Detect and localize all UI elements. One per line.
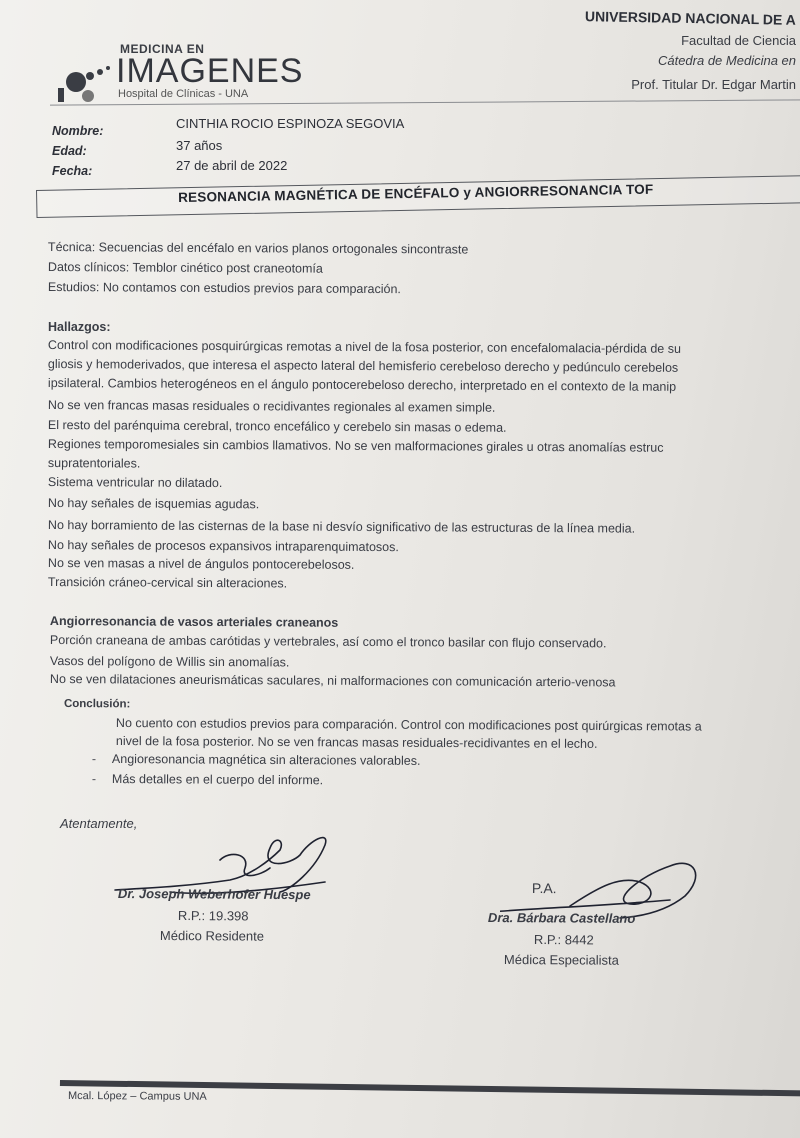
hallazgos-line: No hay señales de procesos expansivos intraparenquimatosos. (47, 538, 399, 555)
estudios-text: No contamos con estudios previos para comparación. (102, 280, 401, 297)
signer1-role: Médico Residente (159, 928, 265, 944)
logo-main-text: IMAGENES (116, 52, 304, 90)
conclusion-item: Angioresonancia magnética sin alteraciones valorables. (111, 752, 421, 768)
logo-icon (56, 58, 116, 108)
hallazgos-line: Sistema ventricular no dilatado. (47, 475, 223, 491)
logo-top-text: MEDICINA EN (120, 42, 205, 56)
hallazgos-line: gliosis y hemoderivados, que interesa el aspecto lateral del hemisferio cerebeloso derecho y pedúnculo cerebelos (47, 357, 679, 375)
datos-label: Datos clínicos: (47, 260, 130, 275)
report-date: 27 de abril de 2022 (176, 158, 288, 173)
conclusion-item: No cuento con estudios previos para comparación. Control con modificaciones post quirúrgicas remotas a (115, 716, 702, 734)
datos-text: Temblor cinético post craneotomía (132, 260, 323, 276)
datos-line (48, 260, 323, 276)
estudios-line (48, 280, 401, 296)
tecnica-text: Secuencias del encéfalo en varios planos ortogonales sincontraste (98, 240, 469, 257)
signer2-rp: R.P.: 8442 (533, 932, 594, 948)
hallazgos-line: No hay borramiento de las cisternas de la base ni desvío significativo de las estructuras de la línea media. (47, 518, 636, 536)
patient-age: 37 años (176, 138, 223, 153)
conclusion-item: Más detalles en el cuerpo del informe. (111, 772, 324, 788)
hallazgos-line: Transición cráneo-cervical sin alteraciones. (47, 575, 288, 591)
hallazgos-line: No se ven francas masas residuales o recidivantes regionales al examen simple. (47, 398, 496, 415)
tecnica-label: Técnica: (47, 240, 96, 255)
report-title: RESONANCIA MAGNÉTICA DE ENCÉFALO y ANGIORRESONANCIA TOF (178, 181, 654, 205)
signer1-rp: R.P.: 19.398 (177, 908, 249, 924)
closing-text: Atentamente, (60, 816, 138, 831)
angio-line: Porción craneana de ambas carótidas y vertebrales, así como el tronco basilar con flujo conservado. (49, 633, 607, 651)
age-label: Edad: (52, 144, 87, 158)
tecnica-line (48, 240, 468, 257)
signer2-name: Dra. Bárbara Castellano (487, 910, 636, 926)
chair-name: Cátedra de Medicina en (657, 53, 796, 68)
estudios-label: Estudios: (47, 280, 100, 295)
conclusion-item: nivel de la fosa posterior. No se ven francas masas residuales-recidivantes en el lecho. (115, 734, 598, 751)
hallazgos-line: ipsilateral. Cambios heterogéneos en el ángulo pontocerebeloso derecho, interpretado en el contexto de la manip (47, 376, 677, 394)
patient-name: CINTHIA ROCIO ESPINOZA SEGOVIA (176, 116, 405, 131)
logo-subtitle: Hospital de Clínicas - UNA (118, 88, 249, 100)
conclusion-bullet: - (91, 752, 97, 767)
signer2-initials: P.A. (531, 880, 557, 897)
hallazgos-line: No se ven masas a nivel de ángulos pontocerebelosos. (47, 556, 355, 572)
angio-line: Vasos del polígono de Willis sin anomalías. (49, 654, 290, 670)
hallazgos-line: Regiones temporomesiales sin cambios llamativos. No se ven malformaciones girales u otras anomalías estruc (47, 437, 664, 455)
hallazgos-line: No hay señales de isquemias agudas. (47, 496, 260, 512)
university-name: UNIVERSIDAD NACIONAL DE A (585, 8, 797, 28)
hallazgos-label: Hallazgos: (48, 320, 111, 334)
conclusion-bullet: - (91, 772, 97, 787)
name-label: Nombre: (52, 124, 104, 138)
professor-name: Prof. Titular Dr. Edgar Martin (631, 77, 796, 92)
footer-location: Mcal. López – Campus UNA (67, 1090, 207, 1103)
angio-label: Angiorresonancia de vasos arteriales craneanos (49, 614, 339, 630)
faculty-name: Facultad de Ciencia (681, 33, 796, 48)
hallazgos-line: Control con modificaciones posquirúrgicas remotas a nivel de la fosa posterior, con encefalomalacia-pérdida de su (47, 338, 681, 356)
date-label: Fecha: (52, 164, 93, 178)
angio-line: No se ven dilataciones aneurismáticas saculares, ni malformaciones con comunicación arterio-venosa (49, 672, 616, 690)
conclusion-label: Conclusión: (63, 698, 131, 711)
header-divider (50, 99, 800, 105)
hallazgos-line: supratentoriales. (47, 456, 141, 471)
signer2-role: Médica Especialista (503, 952, 619, 968)
signer1-name: Dr. Joseph Weberhofer Huespe (117, 886, 311, 903)
hallazgos-line: El resto del parénquima cerebral, tronco encefálico y cerebelo sin masas o edema. (47, 418, 507, 435)
